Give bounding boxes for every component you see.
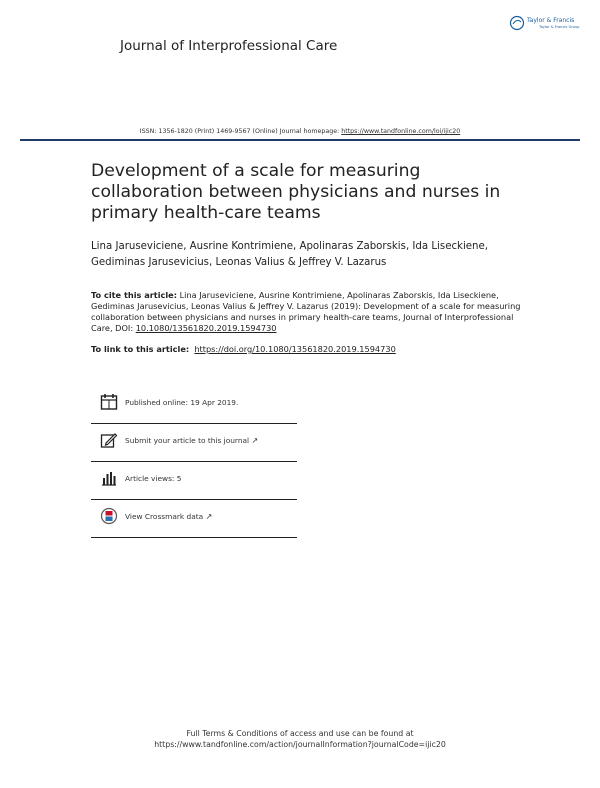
meta-crossmark[interactable] [91, 500, 297, 538]
publisher-logo-name: Taylor & Francis [527, 17, 575, 24]
meta-separator [91, 537, 297, 538]
link-label: To link to this article: [91, 344, 190, 354]
published-date: Published online: 19 Apr 2019. [125, 398, 239, 407]
citation-block [91, 290, 521, 334]
footer-line1: Full Terms & Conditions of access and use can be found at [186, 729, 414, 738]
meta-submit[interactable] [91, 424, 297, 462]
publisher-logo[interactable] [509, 15, 589, 37]
crossmark-icon [100, 507, 118, 525]
journal-homepage-link[interactable]: https://www.tandfonline.com/loi/ijic20 [341, 128, 461, 135]
issn-line [0, 128, 600, 135]
footer-terms-link[interactable]: https://www.tandfonline.com/action/journalInformation?journalCode=ijic20 [154, 740, 446, 749]
article-authors: Lina Jaruseviciene, Ausrine Kontrimiene, Apolinaras Zaborskis, Ida Liseckiene, Gediminas Jarusevicius, Leonas Valius & Jeffrey V. Lazarus [91, 241, 489, 268]
cite-label: To cite this article: [91, 290, 177, 300]
publisher-logo-group: Taylor & Francis Group [539, 25, 580, 29]
article-views: Article views: 5 [125, 474, 182, 483]
bar-chart-icon [100, 469, 118, 487]
footer-terms [0, 728, 600, 750]
publisher-logo-icon [509, 15, 525, 31]
header-divider [20, 139, 580, 141]
meta-views [91, 462, 297, 500]
cite-text: Lina Jaruseviciene, Ausrine Kontrimiene, Apolinaras Zaborskis, Ida Liseckiene, Gediminas Jarusevicius, Leonas Valius & Jeffrey V. Lazarus (2019): Development of a scale for measuring collaboration between physicians and nurses in primary health-care teams, Journal of Interprofessional Care, DOI: [91, 290, 521, 333]
edit-icon [100, 431, 118, 449]
article-title: Development of a scale for measuring collaboration between physicians and nurses in primary health-care teams [91, 161, 501, 223]
journal-name: Journal of Interprofessional Care [120, 38, 338, 54]
calendar-icon [100, 393, 118, 411]
external-link-icon: ↗ [251, 436, 259, 445]
article-doi-link[interactable]: https://doi.org/10.1080/13561820.2019.1594730 [194, 344, 396, 354]
crossmark-text: View Crossmark data [125, 512, 204, 521]
external-link-icon: ↗ [205, 512, 213, 521]
article-link-line [91, 344, 396, 354]
crossmark-link[interactable] [125, 512, 212, 521]
issn-text: ISSN: 1356-1820 (Print) 1469-9567 (Online) Journal homepage: [139, 128, 342, 135]
submit-article-link[interactable] [125, 436, 258, 445]
cite-doi-link[interactable]: 10.1080/13561820.2019.1594730 [135, 323, 277, 333]
meta-published [91, 386, 297, 424]
submit-article-text: Submit your article to this journal [125, 436, 250, 445]
